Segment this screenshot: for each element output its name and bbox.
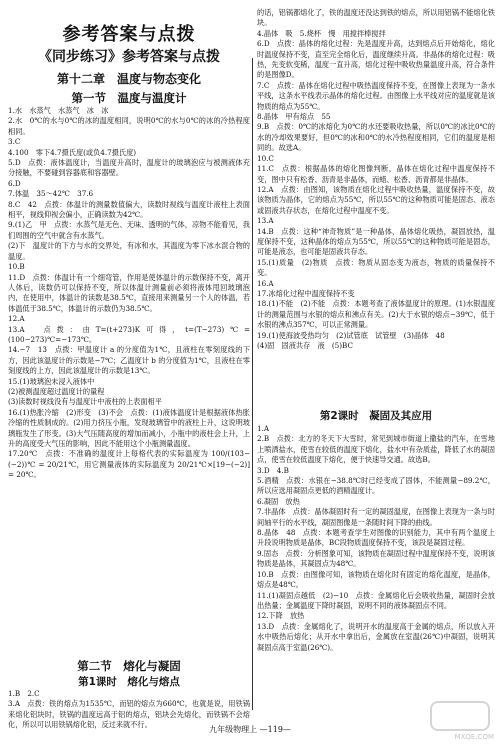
answer-item: 19.(1)使海波受热均匀 (2)试管底 试管壁 (3)晶体 48 xyxy=(257,330,445,340)
answer-item: 14.B 点拨：这种“神奇物质”是一种晶体，晶体熔化吸热，凝固放热，温度保持不变，这种晶体的熔点为55℃，所以55℃的这种物质可能是固态，可能是液态，也可能是固液共存态。 xyxy=(257,226,495,257)
answer-item: 1.B 2.C xyxy=(8,689,40,698)
watermark-text: MXQE.COM xyxy=(454,733,494,741)
answer-item: 5.酒精 点拨：水银在−38.8℃时已经变成了固体，不能测量−89.2℃，所以应选用凝固点更低的酒精温度计。 xyxy=(257,476,495,496)
answer-item: 12.A 点拨：由图知，该物质在熔化过程中吸收热量，温度保持不变，故该物质为晶体，它的熔点为55℃，所以55℃的这种物质可能是固态、液态或固液共存状态，在熔化过程中温度不变。 xyxy=(257,184,495,215)
answer-item: 10.C xyxy=(257,153,274,163)
answers-left-1 xyxy=(8,106,250,481)
answer-item: 3.A 点拨：铁的熔点为1535℃，而铝的熔点为660℃，也就是说，用铁锅来熔化铝块时，铁锅的温度远高于铝的熔点，铝块会先熔化，而铁锅不会熔化，所以可以用铁锅熔化铝，反过来就不行。 xyxy=(8,699,250,730)
section-heading-1: 第一节 温度与温度计 xyxy=(71,91,187,105)
left-column xyxy=(8,0,250,749)
answer-item: 5.D 点拨：液体温度计，当温度升高时，温度计的玻璃泡应与被测液体充分接触，不要碰到容器底和容器壁。 xyxy=(8,158,250,178)
answer-item: 2.B 点拨：北方的冬天下大雪时，常见到城市街道上撒盐的汽车，在雪地上喷洒盐水，使雪在较低的温度下熔化，盐水中有杂质盐，降低了水的凝固点，使雪在较低温度下熔化，便于快速导交通。故选B。 xyxy=(257,434,495,465)
answer-item: (2)被测温度超过温度计的量程 xyxy=(8,386,105,396)
answer-item: 8.晶体 甲有熔点 55 xyxy=(257,112,331,122)
answer-item: 17.冰熔化过程中温度保持不变 xyxy=(257,288,355,298)
answer-item: 7.C 点拨：晶体在熔化过程中吸热温度保持不变，在图像上表现为一条水平线，这条水平线表示晶体的熔化过程。由图像上水平线对应的温度就是该物质的熔点为55℃。 xyxy=(257,80,495,111)
answer-item: 11.(1)凝固点越低 (2)−10 点拨：金属熔化后会吸收热量，凝固时会放出热量；金属温度下降时凝固，说明不同的液体凝固点不同。 xyxy=(257,590,495,610)
page-subtitle: 《同步练习》参考答案与点拨 xyxy=(38,49,220,65)
answer-item: 4.100 零下4.7摄氏度(或负4.7摄氏度) xyxy=(8,147,137,157)
lesson-heading-2: 第2课时 凝固及其应用 xyxy=(319,410,433,422)
answer-item: 15.(1)玻璃泡未浸入液体中 xyxy=(8,376,95,386)
page-footer: 九年级物理上 —119— xyxy=(209,725,291,734)
right-column xyxy=(257,0,495,749)
answer-item: 6.D xyxy=(8,178,21,188)
answer-item: (2)下 温度计的下方与水的交界处，有冰和水，其温度为零下冰水混合物的温度。 xyxy=(8,241,250,261)
page-title: 参考答案与点拨 xyxy=(62,24,196,45)
lesson-heading-1: 第1课时 熔化与熔点 xyxy=(78,676,180,688)
answer-item: 2.水 0℃的水与0℃的冰的温度相同，说明0℃的水与0℃的冰的冷热程度相同。 xyxy=(8,116,250,136)
answer-item: 11.C 点拨：根据晶体的熔化图像判断，晶体在熔化过程中温度保持不变，图中只有松香、沥青是非晶体，而蜡、松香、沥青都是非晶体。 xyxy=(257,164,495,184)
answer-item: (4)固 固液共存 液 (5)BC xyxy=(257,341,353,350)
answers-right-2 xyxy=(257,424,495,653)
answer-item: 8.晶体 48 点拨：本题考查学生对图像的识别能力，其中有两个温度上升段说明物质是晶体，BC段物质温度保持不变，该段是凝固过程。 xyxy=(257,528,495,548)
answer-item: 的话，铝锅都熔化了，铁的温度还没达到铁的熔点，所以用铝锅不能熔化铁块。 xyxy=(257,8,495,28)
answer-item: 17.20℃ 点拨：不准确的温度计上每格代表的实际温度为 100/(103−(−2))℃ = 20/21℃，用它测量液体的实际温度为 20/21℃×[19−(−2)] = 20℃。 xyxy=(8,449,250,480)
column-divider xyxy=(252,58,253,710)
answer-item: 14.−7 13 点拨：甲温度计 a 的分度值为1℃，且液柱在零刻度线的下方，因此该温度计的示数是−7℃；乙温度计 b 的分度值为1℃，且液柱在零刻度线的上方，因此该温度计的示数是13℃。 xyxy=(8,345,250,376)
answer-item: 9.(1)乙 甲 点拨：水蒸气是无色、无味、透明的气体，凉物不能看见，我们周围的空气中就含有水蒸气。 xyxy=(8,220,250,240)
answer-item: 16.A xyxy=(257,278,274,288)
answers-right-1 xyxy=(257,8,495,351)
section-heading-2: 第二节 熔化与凝固 xyxy=(77,659,181,673)
watermark-logo xyxy=(428,701,494,741)
answer-item: 6.凝固 放热 xyxy=(257,496,300,506)
answer-item: 9.固态 点拨：分析图象可知，该物质在凝固过程中温度保持不变，说明该物质是晶体，其凝固点为48℃。 xyxy=(257,548,495,569)
answer-item: 10.B 点拨：由图像可知，该物质在熔化时有固定的熔化温度，是晶体，熔点是48℃。 xyxy=(257,569,495,590)
answer-item: 12.A xyxy=(8,314,25,324)
answer-item: 8.C 42 点拨：体温计的测量数值偏大，读数时视线与温度计液柱上表面相平，视线仰视会偏小，正确读数为42℃。 xyxy=(8,199,250,220)
answer-item: 11.D 点拨：体温计有一个细弯管，作用是使体温计的示数保持不变，离开人体后，读数仍可以保持不变，所以体温计测量前必须将液体甩回玻璃泡内，在使用中，体温计的读数是38.5℃，直接用来测量另一个人的体温，若体温低于38.5℃，体温计的示数仍为38.5℃。 xyxy=(8,272,250,313)
answer-item: 4.晶体 吸 5.烧杯 慢 用搅拌棒搅拌 xyxy=(257,28,386,38)
answer-item: 18.(1)不能 (2)不能 点拨：本题考查了液体温度计的原理。(1)水银温度计的测量范围与水银的熔点和沸点有关。(2)大于水银的熔点−39℃，低于水银的沸点357℃，可以正常测量。 xyxy=(257,299,495,330)
answer-item: 16.(1)热胀冷缩 (2)形变 (3)不会 点拨：(1)液体温度计是根据液体热胀冷缩的性质制成的。(2)用力挤压小瓶，发现玻璃管中的液柱上升，这说明玻璃瓶发生了形变。(3)大气压随高度的增加而减小，小瓶中的液柱会上升，上升的高度受大气压的影响，因此不能用这个小瓶测量温度。 xyxy=(8,407,250,448)
chapter-heading: 第十二章 温度与物态变化 xyxy=(56,72,201,86)
answer-item: 13.A 点拨：由T=(t+273)K可得，t=(T−273)℃=(100−273)℃=−173℃。 xyxy=(8,324,250,344)
answer-item: 12.下降 放热 xyxy=(257,611,305,621)
answer-item: 13.D 点拨：金属熔化了，说明开水的温度高于金属的熔点，所以放入开水中吸热后熔化；从开水中拿出后，金属放在室温(26℃)中凝固，说明其凝固点高于室温(26℃)。 xyxy=(257,621,495,652)
answer-item: 1.A xyxy=(257,424,270,433)
watermark-shape xyxy=(430,701,490,731)
answer-item: 3.C xyxy=(8,137,21,147)
answer-item: 13.A xyxy=(257,216,274,226)
answer-item: 1.水 水蒸气 水蒸气 冰 冰 xyxy=(8,106,109,115)
answer-item: 10.B xyxy=(8,262,25,272)
answer-item: 6.D 点拨：晶体的熔化过程：先是温度升高，达到熔点后开始熔化，熔化时温度保持不变，直至完全熔化后，温度继续升高。非晶体的熔化过程：吸热，先变软变稀，温度一直升高，熔化过程中吸收热量温度升高，符合条件的是图像D。 xyxy=(257,39,495,80)
answer-item: 7.非晶体 点拨：晶体凝固时有一定的凝固温度，在图像上表现为一条与时间轴平行的水平线，凝固图像是一条随时间下降的曲线。 xyxy=(257,507,495,527)
answer-item: 3.D 4.B xyxy=(257,465,289,475)
answer-item: (3)读数时视线没有与温度计中液柱的上表面相平 xyxy=(8,397,162,407)
answer-item: 7.体温 35～42℃ 37.6 xyxy=(8,189,94,199)
answer-item: 9.B 点拨：0℃的冰熔化为0℃的水还要吸收热量，所以0℃的冰比0℃的水的冷却效果要好，但0℃的冰和0℃的水冷热程度相同，它们的温度是相同的。故选A。 xyxy=(257,122,495,153)
answer-item: 15.(1)质量 (2)物质 点拨：物质从固态变为液态，物质的质量保持不变。 xyxy=(257,257,495,278)
